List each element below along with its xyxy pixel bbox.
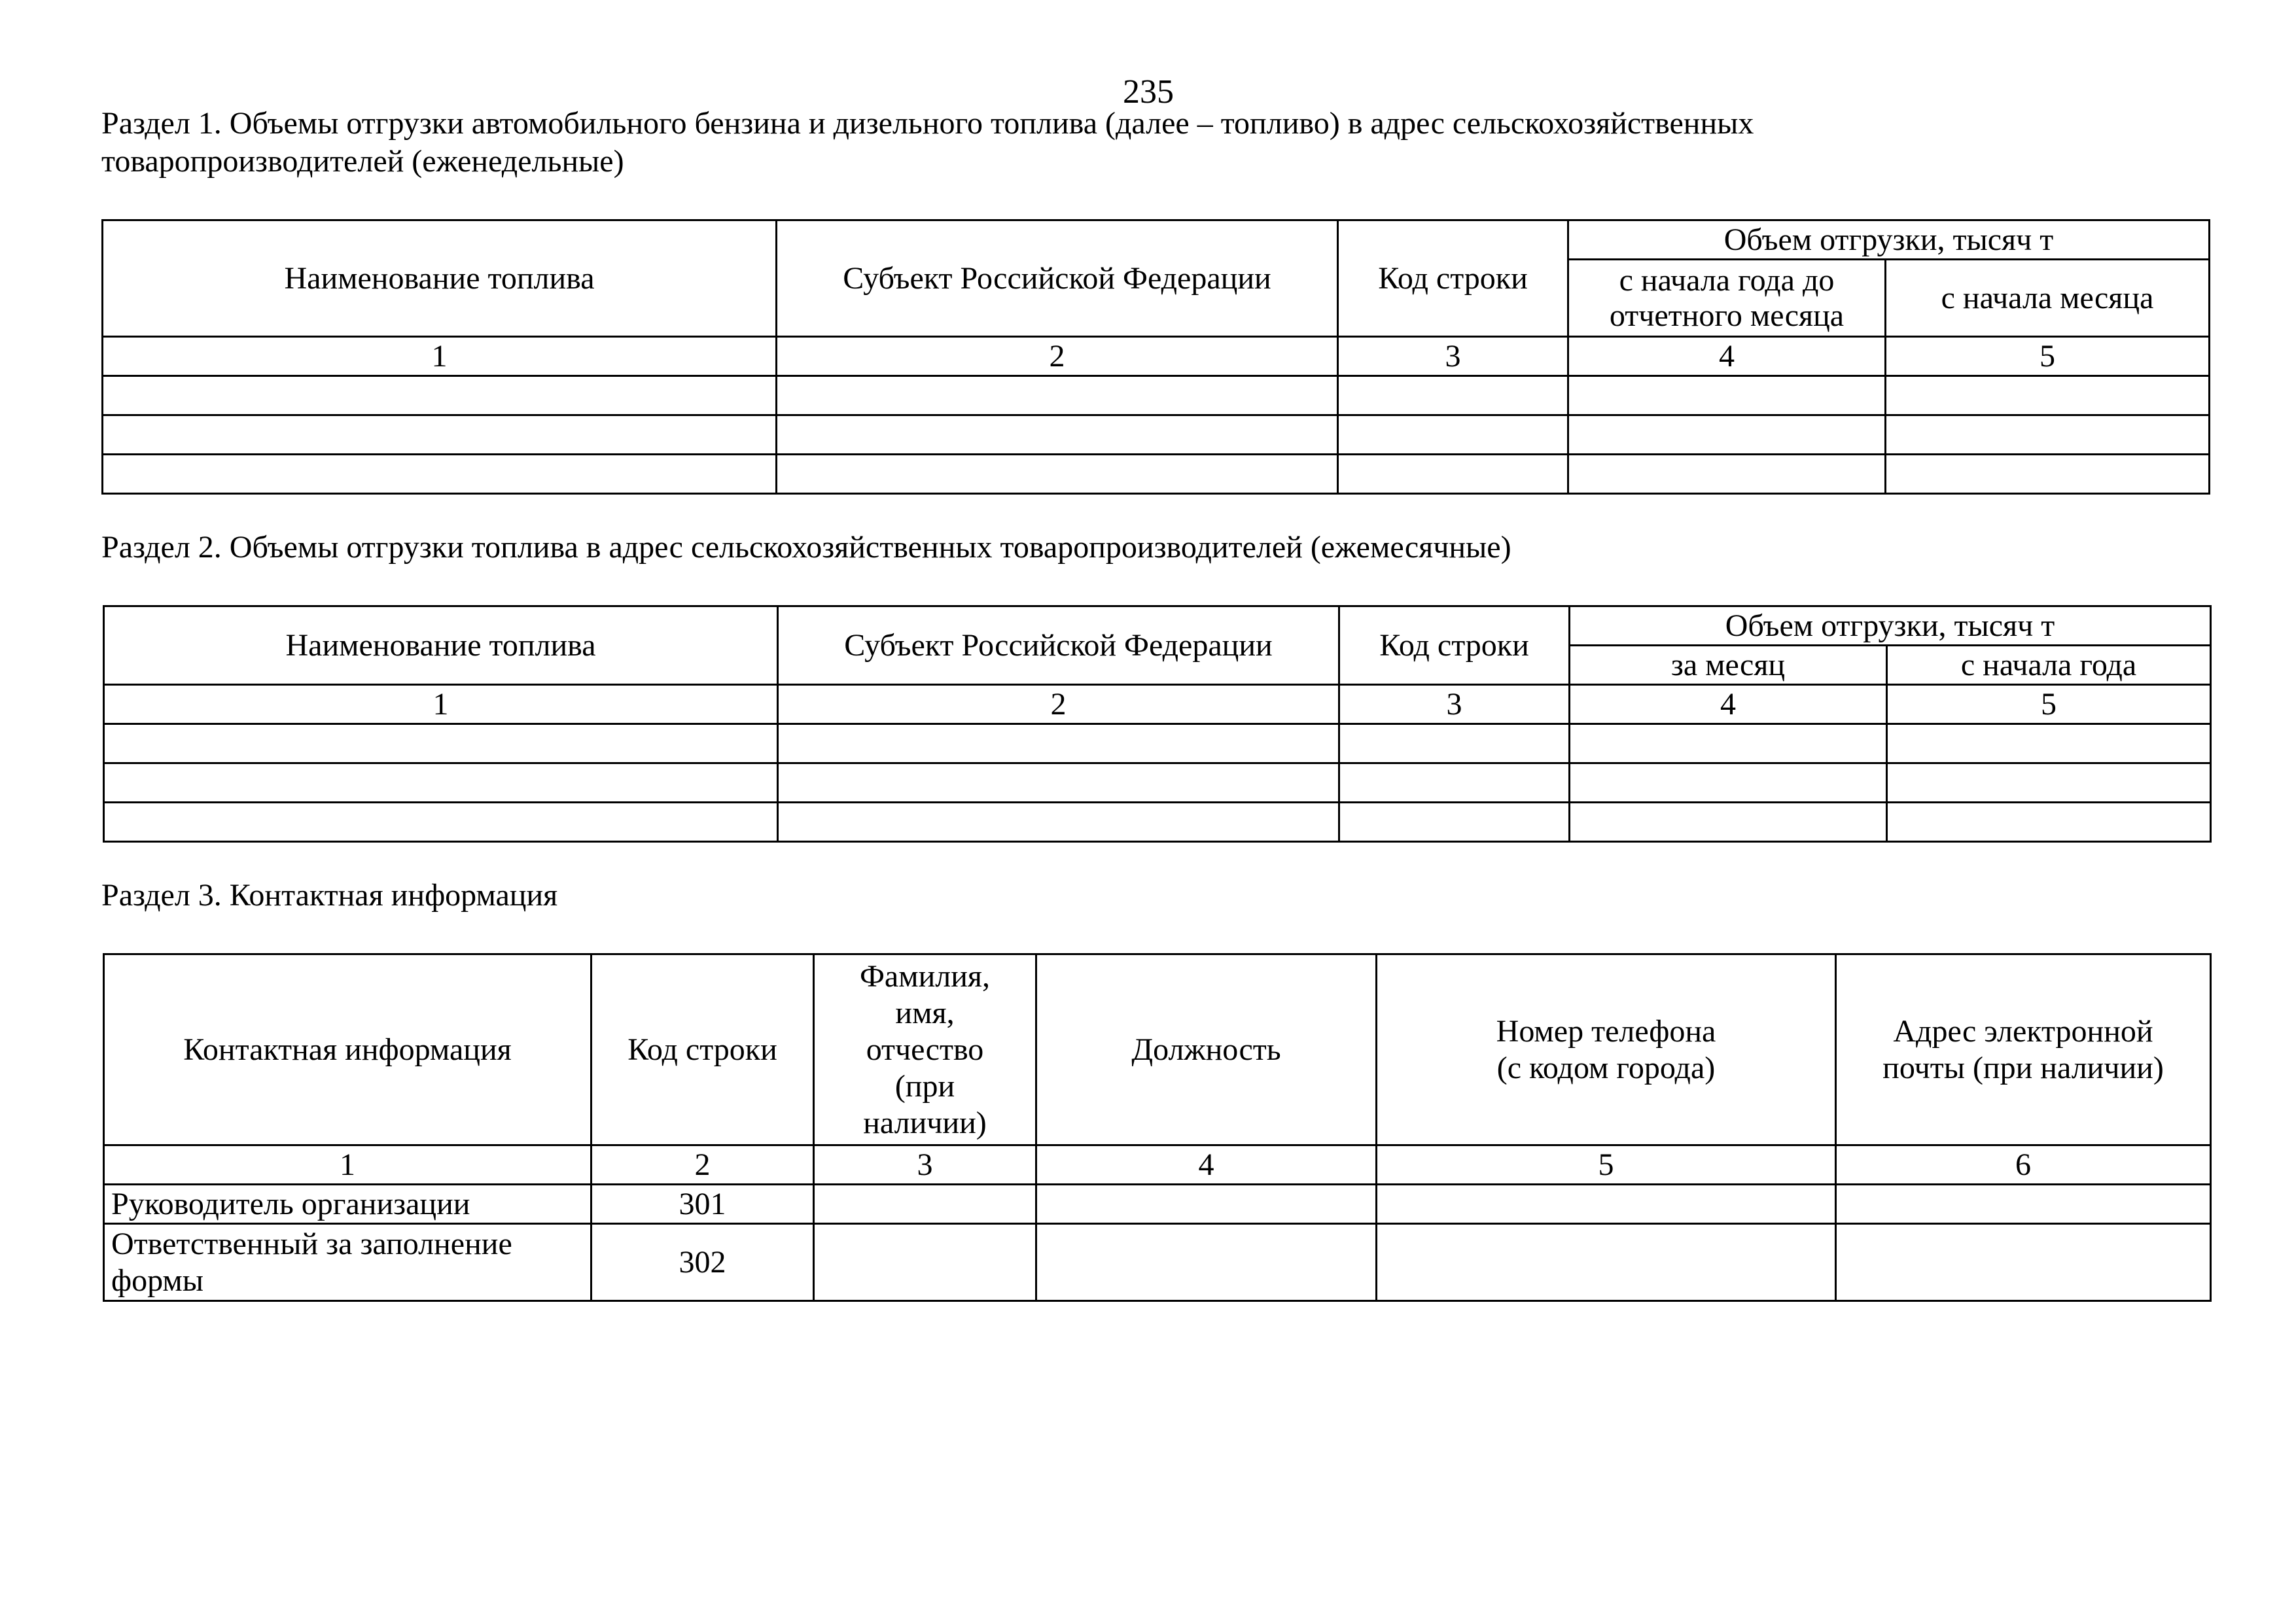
header-subject: Субъект Российской Федерации (778, 606, 1339, 685)
empty-cell[interactable] (1887, 724, 2211, 763)
header-phone-line-1: Номер телефона (1496, 1013, 1716, 1049)
table-row (104, 1185, 2211, 1224)
column-number: 3 (1339, 685, 1570, 724)
header-fuel-name: Наименование топлива (103, 220, 777, 337)
empty-cell[interactable] (1377, 1185, 1836, 1224)
empty-cell[interactable] (1568, 376, 1886, 415)
table-row (104, 803, 2211, 842)
empty-cell[interactable] (1886, 415, 2210, 455)
section-3-title: Раздел 3. Контактная информация (101, 878, 558, 913)
header-volume: Объем отгрузки, тысяч т (1568, 220, 2210, 260)
column-number: 5 (1377, 1145, 1836, 1185)
page-number: 235 (1123, 73, 1174, 111)
empty-cell[interactable] (1887, 803, 2211, 842)
table-row (103, 455, 2210, 494)
empty-cell[interactable] (1338, 455, 1568, 494)
empty-cell[interactable] (1036, 1185, 1377, 1224)
empty-cell[interactable] (1338, 376, 1568, 415)
empty-cell[interactable] (777, 455, 1338, 494)
header-email-line-1: Адрес электронной (1893, 1013, 2153, 1049)
empty-cell[interactable] (1339, 803, 1570, 842)
empty-cell[interactable] (1568, 455, 1886, 494)
header-full-name-line: отчество (866, 1032, 984, 1067)
header-row-code: Код строки (1339, 606, 1570, 685)
header-full-name-line: наличии) (863, 1105, 987, 1140)
empty-cell[interactable] (778, 763, 1339, 803)
header-phone (1377, 954, 1836, 1145)
header-full-name-line: Фамилия, (859, 958, 990, 994)
table-row (104, 1224, 2211, 1301)
header-from-month-start: с начала месяца (1886, 260, 2210, 337)
column-number: 1 (104, 1145, 592, 1185)
empty-cell[interactable] (778, 803, 1339, 842)
header-subject: Субъект Российской Федерации (777, 220, 1338, 337)
column-number: 3 (814, 1145, 1036, 1185)
column-number: 4 (1570, 685, 1887, 724)
header-email (1836, 954, 2211, 1145)
column-number: 2 (778, 685, 1339, 724)
table-row (103, 415, 2210, 455)
header-from-year-start-line-1: с начала года до (1619, 262, 1835, 298)
header-full-name-line: (при (894, 1068, 955, 1104)
empty-cell[interactable] (1836, 1185, 2211, 1224)
header-email-line-2: почты (при наличии) (1882, 1050, 2164, 1085)
empty-cell[interactable] (104, 724, 778, 763)
column-number: 4 (1036, 1145, 1377, 1185)
column-number: 3 (1338, 337, 1568, 376)
empty-cell[interactable] (1886, 376, 2210, 415)
row-label-responsible-line-1: Ответственный за заполнение (111, 1226, 512, 1261)
table-row (103, 376, 2210, 415)
column-number: 5 (1886, 337, 2210, 376)
empty-cell[interactable] (1377, 1224, 1836, 1301)
column-number: 2 (777, 337, 1338, 376)
header-contact-info: Контактная информация (104, 954, 592, 1145)
empty-cell[interactable] (1338, 415, 1568, 455)
empty-cell[interactable] (777, 415, 1338, 455)
header-fuel-name: Наименование топлива (104, 606, 778, 685)
empty-cell[interactable] (814, 1224, 1036, 1301)
empty-cell[interactable] (1836, 1224, 2211, 1301)
empty-cell[interactable] (1339, 724, 1570, 763)
empty-cell[interactable] (1570, 803, 1887, 842)
empty-cell[interactable] (1887, 763, 2211, 803)
header-full-name (814, 954, 1036, 1145)
empty-cell[interactable] (1570, 763, 1887, 803)
header-from-year-start: с начала года (1887, 646, 2211, 685)
empty-cell[interactable] (1568, 415, 1886, 455)
header-position: Должность (1036, 954, 1377, 1145)
section-1-table (101, 219, 2210, 495)
header-phone-line-2: (с кодом города) (1496, 1050, 1716, 1085)
section-1-title (101, 105, 2208, 181)
empty-cell[interactable] (778, 724, 1339, 763)
empty-cell[interactable] (777, 376, 1338, 415)
row-label-head: Руководитель организации (104, 1185, 592, 1224)
section-1-title-line-2: товаропроизводителей (еженедельные) (101, 144, 624, 179)
column-number: 4 (1568, 337, 1886, 376)
empty-cell[interactable] (1339, 763, 1570, 803)
header-volume: Объем отгрузки, тысяч т (1570, 606, 2211, 646)
column-number: 1 (103, 337, 777, 376)
column-number: 6 (1836, 1145, 2211, 1185)
empty-cell[interactable] (1570, 724, 1887, 763)
header-full-name-line: имя, (895, 995, 955, 1030)
empty-cell[interactable] (103, 455, 777, 494)
empty-cell[interactable] (103, 376, 777, 415)
header-from-year-start-line-2: отчетного месяца (1609, 298, 1845, 333)
row-label-responsible (104, 1224, 592, 1301)
empty-cell[interactable] (104, 803, 778, 842)
table-row (104, 724, 2211, 763)
empty-cell[interactable] (1886, 455, 2210, 494)
empty-cell[interactable] (1036, 1224, 1377, 1301)
empty-cell[interactable] (103, 415, 777, 455)
header-row-code: Код строки (1338, 220, 1568, 337)
section-3-table (103, 953, 2212, 1302)
row-label-responsible-line-2: формы (111, 1263, 203, 1298)
column-number: 5 (1887, 685, 2211, 724)
table-row (104, 763, 2211, 803)
row-code: 302 (592, 1224, 814, 1301)
header-per-month: за месяц (1570, 646, 1887, 685)
section-2-table (103, 605, 2212, 843)
column-number: 1 (104, 685, 778, 724)
empty-cell[interactable] (104, 763, 778, 803)
column-number: 2 (592, 1145, 814, 1185)
empty-cell[interactable] (814, 1185, 1036, 1224)
section-1-title-line-1: Раздел 1. Объемы отгрузки автомобильного бензина и дизельного топлива (далее – топливо) в адрес сельскохозяйственных (101, 106, 1754, 141)
header-from-year-start (1568, 260, 1886, 337)
section-2-title: Раздел 2. Объемы отгрузки топлива в адрес сельскохозяйственных товаропроизводителей (ежемесячные) (101, 530, 1511, 565)
row-code: 301 (592, 1185, 814, 1224)
header-row-code: Код строки (592, 954, 814, 1145)
